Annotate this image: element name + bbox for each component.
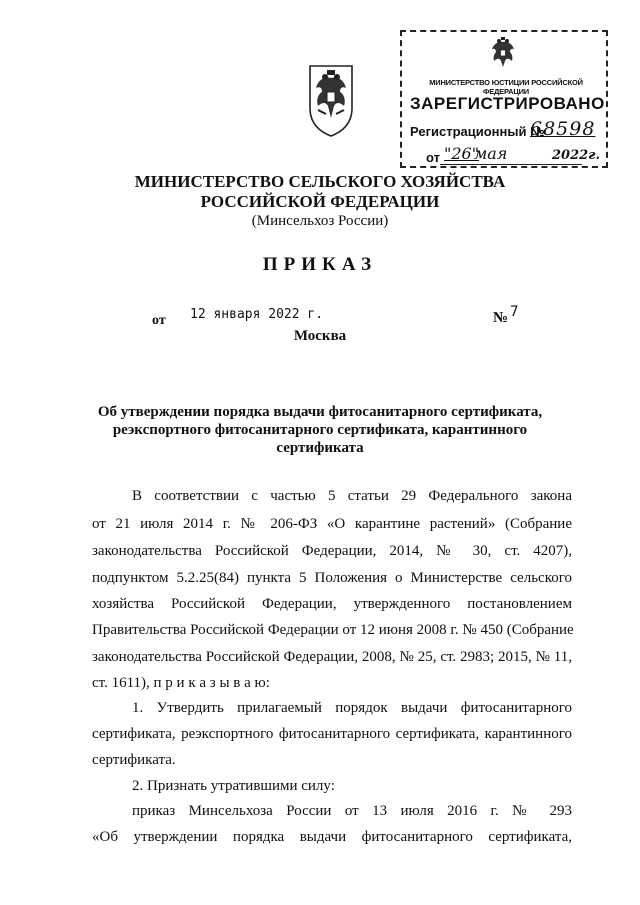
stamp-ministry-name: МИНИСТЕРСТВО ЮСТИЦИИ РОССИЙСКОЙ ФЕДЕРАЦИИ: [429, 78, 583, 96]
body-text-line: от 21 июля 2014 г. № 206-ФЗ «О карантине растений» (Собрание: [92, 516, 572, 532]
stamp-date-prefix: от: [426, 150, 440, 165]
stamp-date-month: мая: [474, 144, 508, 163]
body-text-line: ст. 1611), п р и к а з ы в а ю:: [92, 675, 270, 691]
body-text-line: подпунктом 5.2.25(84) пункта 5 Положения о Министерстве сельского: [92, 570, 572, 586]
order-subject: [90, 403, 550, 457]
stamp-registration-label: Регистрационный №: [410, 124, 545, 139]
stamp-date-year: 2022г.: [552, 148, 601, 163]
stamp-date-row: [410, 146, 606, 166]
body-text-line: законодательства Российской Федерации, 2014, № 30, ст. 4207),: [92, 543, 572, 559]
body-text-line: приказ Минсельхоза России от 13 июля 2016 г. № 293: [132, 803, 572, 819]
city-name: Москва: [293, 328, 347, 344]
registration-stamp: [400, 30, 608, 168]
body-text-line: хозяйства Российской Федерации, утвержденного постановлением: [92, 596, 572, 612]
body-text-line: Правительства Российской Федерации от 12 июня 2008 г. № 450 (Собрание: [92, 622, 574, 638]
coat-of-arms-icon: [304, 62, 358, 138]
body-text-line: законодательства Российской Федерации, 2008, № 25, ст. 2983; 2015, № 11,: [92, 649, 572, 665]
body-text-line: «Об утверждении порядка выдачи фитосанитарного сертификата,: [92, 829, 572, 845]
date-from-label: от: [152, 313, 166, 328]
subject-line: Об утверждении порядка выдачи фитосанитарного сертификата,: [97, 404, 543, 420]
ministry-name-line1: МИНИСТЕРСТВО СЕЛЬСКОГО ХОЗЯЙСТВА: [134, 172, 506, 191]
stamp-date-underline: [440, 164, 582, 165]
document-type-title: ПРИКАЗ: [262, 254, 378, 275]
body-text-line: сертификата.: [92, 752, 176, 768]
body-text-line: сертификата, реэкспортного фитосанитарного сертификата, карантинного: [92, 726, 572, 742]
ministry-name-line2: РОССИЙСКОЙ ФЕДЕРАЦИИ: [200, 192, 440, 211]
subject-line: реэкспортного фитосанитарного сертификата, карантинного: [112, 422, 528, 438]
stamp-status: ЗАРЕГИСТРИРОВАНО: [410, 94, 605, 113]
ministry-short-name: (Минсельхоз России): [251, 213, 389, 229]
stamp-coat-of-arms-icon: [486, 36, 520, 70]
stamp-registration-number: 68598: [530, 118, 596, 140]
subject-line: сертификата: [276, 440, 364, 456]
body-text-line: В соответствии с частью 5 статьи 29 Федерального закона: [132, 488, 572, 504]
order-number-label: №: [493, 310, 509, 326]
stamp-date-day: "26": [444, 144, 480, 163]
body-text-line: 1. Утвердить прилагаемый порядок выдачи фитосанитарного: [132, 700, 572, 716]
body-text-line: 2. Признать утратившими силу:: [132, 778, 335, 794]
stamp-registration-row: [410, 118, 606, 142]
order-date: 12 января 2022 г.: [190, 307, 324, 322]
order-number: 7: [510, 304, 519, 320]
